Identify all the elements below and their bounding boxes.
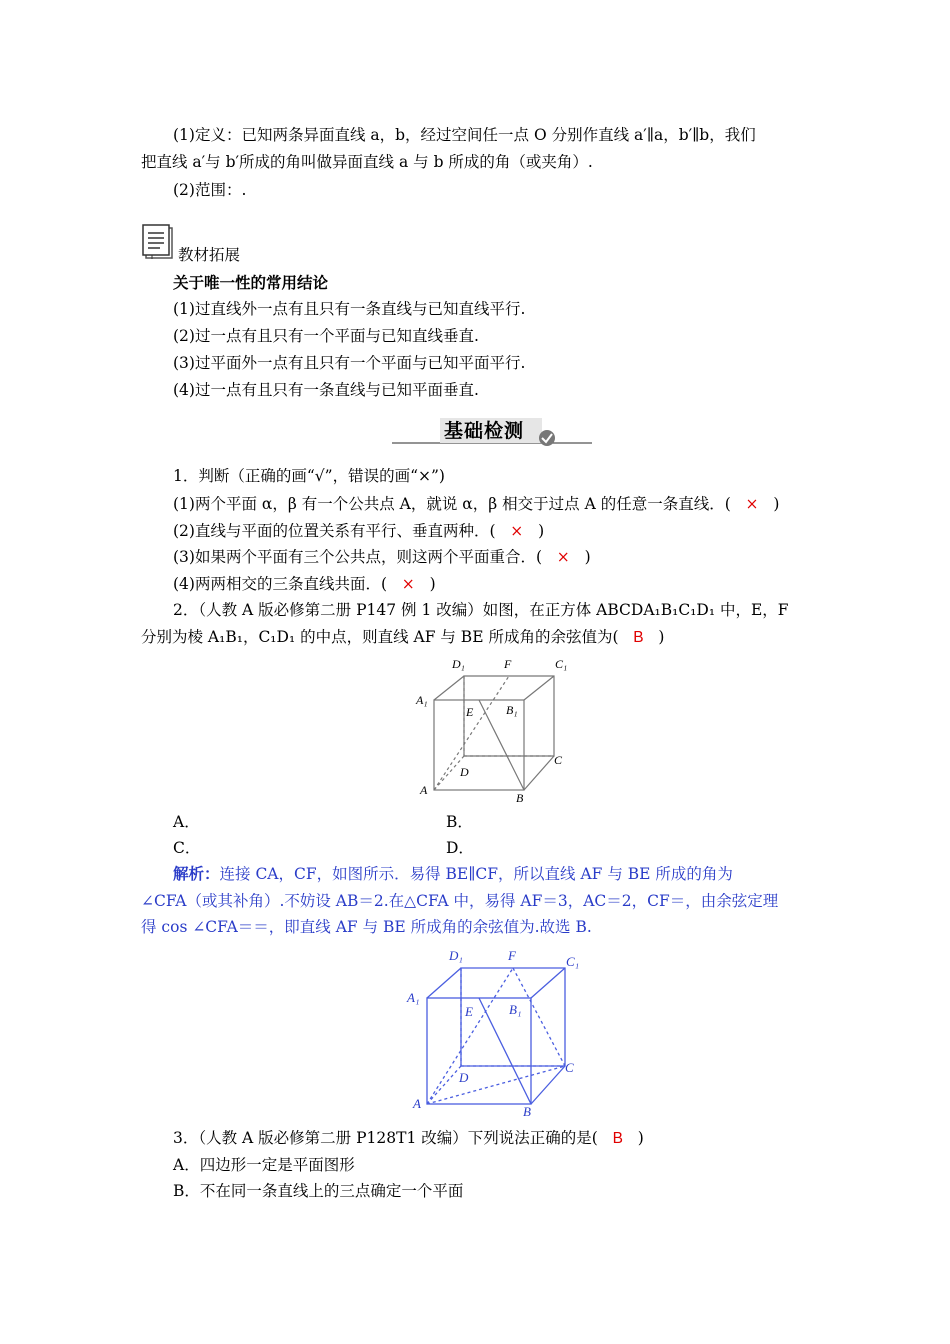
solution-line-1: 解析：连接 CA，CF，如图所示．易得 BE∥CF，所以直线 AF 与 BE 所成的角为 xyxy=(173,865,733,883)
label2-A: A xyxy=(413,1096,421,1111)
cube-figure xyxy=(410,652,580,804)
q3-stem: 3．（人教 A 版必修第二册 P128T1 改编）下列说法正确的是( B ) xyxy=(173,1129,644,1147)
label2-B1: B₁ xyxy=(509,1002,522,1017)
label-D: D xyxy=(460,765,469,779)
label-C1: C₁ xyxy=(555,657,568,671)
label2-B: B xyxy=(523,1104,531,1119)
solution-line-2: ∠CFA（或其补角）.不妨设 AB＝2.在△CFA 中，易得 AF＝3，AC＝2，CF＝，由余弦定理 xyxy=(141,892,779,910)
label-A: A xyxy=(420,783,428,797)
extension-title: 关于唯一性的常用结论 xyxy=(173,274,329,292)
q2-line-2: 分别为棱 A₁B₁，C₁D₁ 的中点，则直线 AF 与 BE 所成角的余弦值为( B ) xyxy=(141,628,665,646)
q2-option-d: D． xyxy=(446,839,474,857)
q3-answer: B xyxy=(612,1130,623,1147)
q1-item-2: (2)直线与平面的位置关系有平行、垂直两种．( × ) xyxy=(173,522,545,540)
q1-item-1: (1)两个平面 α，β 有一个公共点 A，就说 α，β 相交于过点 A 的任意一条直线．( × ) xyxy=(173,495,780,513)
q1-item-3: (3)如果两个平面有三个公共点，则这两个平面重合．( × ) xyxy=(173,548,591,566)
cube-figure-solution xyxy=(403,944,593,1120)
label2-C: C xyxy=(565,1060,574,1075)
q3-option-a: A．四边形一定是平面图形 xyxy=(173,1156,355,1174)
range-line: (2)范围：. xyxy=(173,181,247,199)
q1-stem: 1．判断（正确的画“√”，错误的画“×”) xyxy=(173,467,445,485)
label-D1: D₁ xyxy=(452,657,465,671)
extension-item-4: (4)过一点有且只有一条直线与已知平面垂直. xyxy=(173,381,479,399)
label-B1: B₁ xyxy=(506,703,518,717)
section-badge xyxy=(392,414,592,448)
q1-answer-1: × xyxy=(745,495,759,513)
label-C: C xyxy=(554,753,563,767)
extension-item-2: (2)过一点有且只有一个平面与已知直线垂直. xyxy=(173,327,479,345)
extension-item-1: (1)过直线外一点有且只有一条直线与已知直线平行. xyxy=(173,300,526,318)
definition-line-2: 把直线 a′与 b′所成的角叫做异面直线 a 与 b 所成的角（或夹角）. xyxy=(141,153,593,171)
label-B: B xyxy=(516,791,524,804)
q3-option-b: B．不在同一条直线上的三点确定一个平面 xyxy=(173,1182,464,1200)
solution-line-3: 得 cos ∠CFA＝＝，即直线 AF 与 BE 所成角的余弦值为.故选 B. xyxy=(141,918,592,936)
label2-D: D xyxy=(459,1070,469,1085)
label2-E: E xyxy=(465,1004,473,1019)
extension-header: 教材拓展 xyxy=(178,246,241,264)
label-E: E xyxy=(466,705,474,719)
q2-option-c: C． xyxy=(173,839,201,857)
section-title: 基础检测 xyxy=(444,420,525,442)
label2-C1: C₁ xyxy=(566,954,580,969)
q2-line-1: 2．（人教 A 版必修第二册 P147 例 1 改编）如图，在正方体 ABCDA₁B₁C₁D₁ 中，E，F xyxy=(173,601,789,619)
label-A1: A₁ xyxy=(416,693,428,707)
q2-option-a: A． xyxy=(173,813,200,831)
q2-option-b: B． xyxy=(446,813,473,831)
q2-answer: B xyxy=(633,629,644,646)
extension-item-3: (3)过平面外一点有且只有一个平面与已知平面平行. xyxy=(173,354,526,372)
q1-answer-2: × xyxy=(510,522,524,540)
label2-A1: A₁ xyxy=(407,990,420,1005)
q1-answer-4: × xyxy=(401,575,415,593)
check-icon xyxy=(539,430,555,446)
q1-item-4: (4)两两相交的三条直线共面．( × ) xyxy=(173,575,436,593)
label-F: F xyxy=(504,657,512,671)
book-icon xyxy=(142,224,176,260)
q1-answer-3: × xyxy=(556,548,570,566)
label2-F: F xyxy=(508,948,516,963)
label2-D1: D₁ xyxy=(449,948,463,963)
definition-line-1: (1)定义：已知两条异面直线 a，b，经过空间任一点 O 分别作直线 a′∥a，b′∥b，我们 xyxy=(173,126,756,144)
